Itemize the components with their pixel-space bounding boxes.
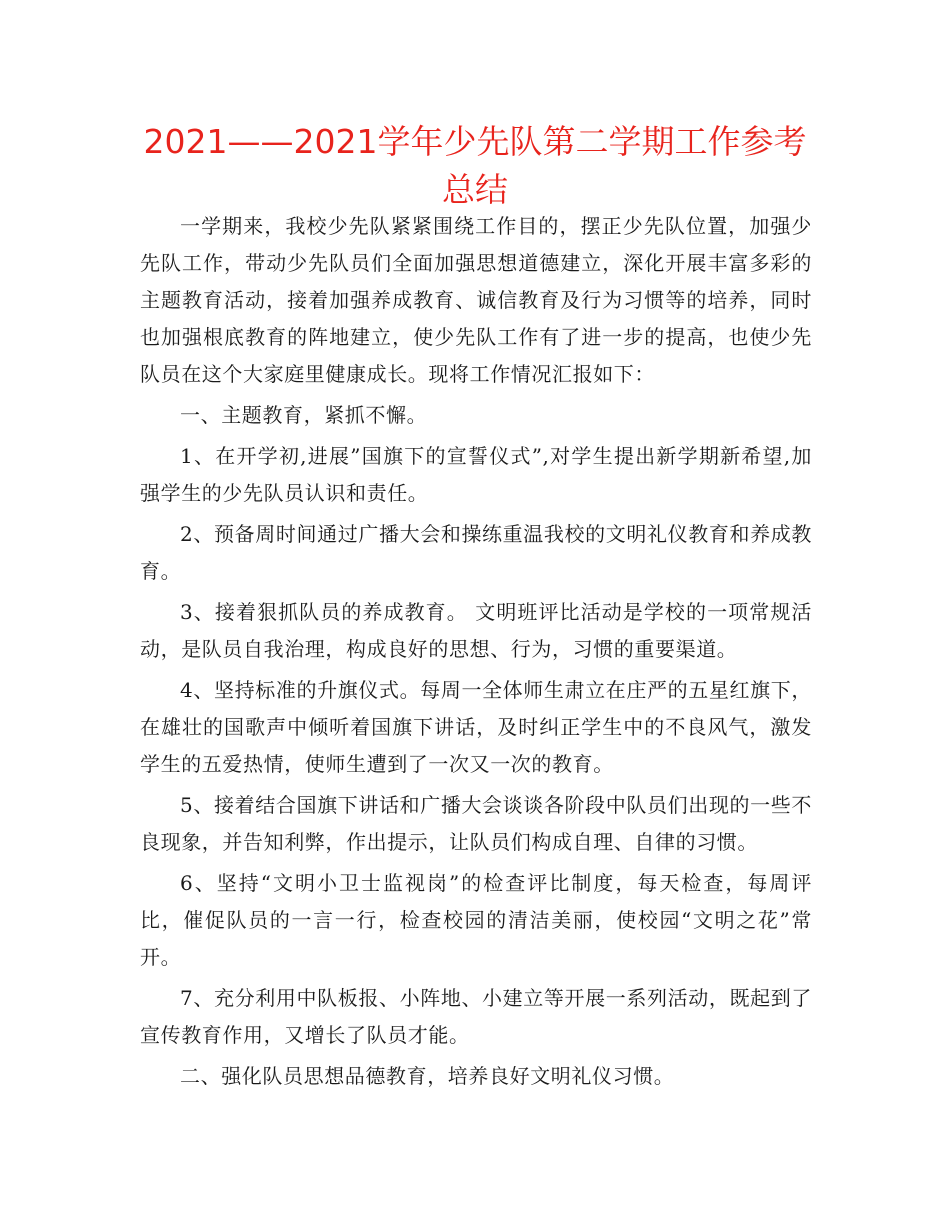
list-item-7: 7、充分利用中队板报、小阵地、小建立等开展一系列活动，既起到了宣传教育作用，又增长了队员才能。 <box>140 986 812 1047</box>
document-body <box>140 208 812 1099</box>
section-heading-1: 一、主题教育，紧抓不懈。 <box>180 403 428 427</box>
paragraph-intro: 一学期来，我校少先队紧紧围绕工作目的，摆正少先队位置，加强少先队工作，带动少先队员们全面加强思想道德建立，深化开展丰富多彩的主题教育活动，接着加强养成教育、诚信教育及行为习惯等的培养，同时也加强根底教育的阵地建立，使少先队工作有了进一步的提高，也使少先队员在这个大家庭里健康成长。现将工作情况汇报如下： <box>140 214 812 386</box>
section-heading-2: 二、强化队员思想品德教育，培养良好文明礼仪习惯。 <box>180 1064 675 1088</box>
document-title: 2021——2021学年少先队第二学期工作参考总结 <box>143 122 807 209</box>
list-item-6: 6、坚持“文明小卫士监视岗”的检查评比制度，每天检查，每周评比，催促队员的一言一行，检查校园的清洁美丽，使校园“文明之花”常开。 <box>140 871 812 969</box>
list-item-2: 2、预备周时间通过广播大会和操练重温我校的文明礼仪教育和养成教育。 <box>140 522 812 583</box>
list-item-4: 4、坚持标准的升旗仪式。每周一全体师生肃立在庄严的五星红旗下，在雄壮的国歌声中倾听着国旗下讲话，及时纠正学生中的不良风气，激发学生的五爱热情，使师生遭到了一次又一次的教育。 <box>140 678 812 776</box>
list-item-5: 5、接着结合国旗下讲话和广播大会谈谈各阶段中队员们出现的一些不良现象，并告知利弊，作出提示，让队员们构成自理、自律的习惯。 <box>140 793 812 854</box>
list-item-1: 1、在开学初,进展”国旗下的宣誓仪式”,对学生提出新学期新希望,加强学生的少先队员认识和责任。 <box>140 444 812 505</box>
list-item-3: 3、接着狠抓队员的养成教育。 文明班评比活动是学校的一项常规活动，是队员自我治理，构成良好的思想、行为，习惯的重要渠道。 <box>140 600 812 661</box>
